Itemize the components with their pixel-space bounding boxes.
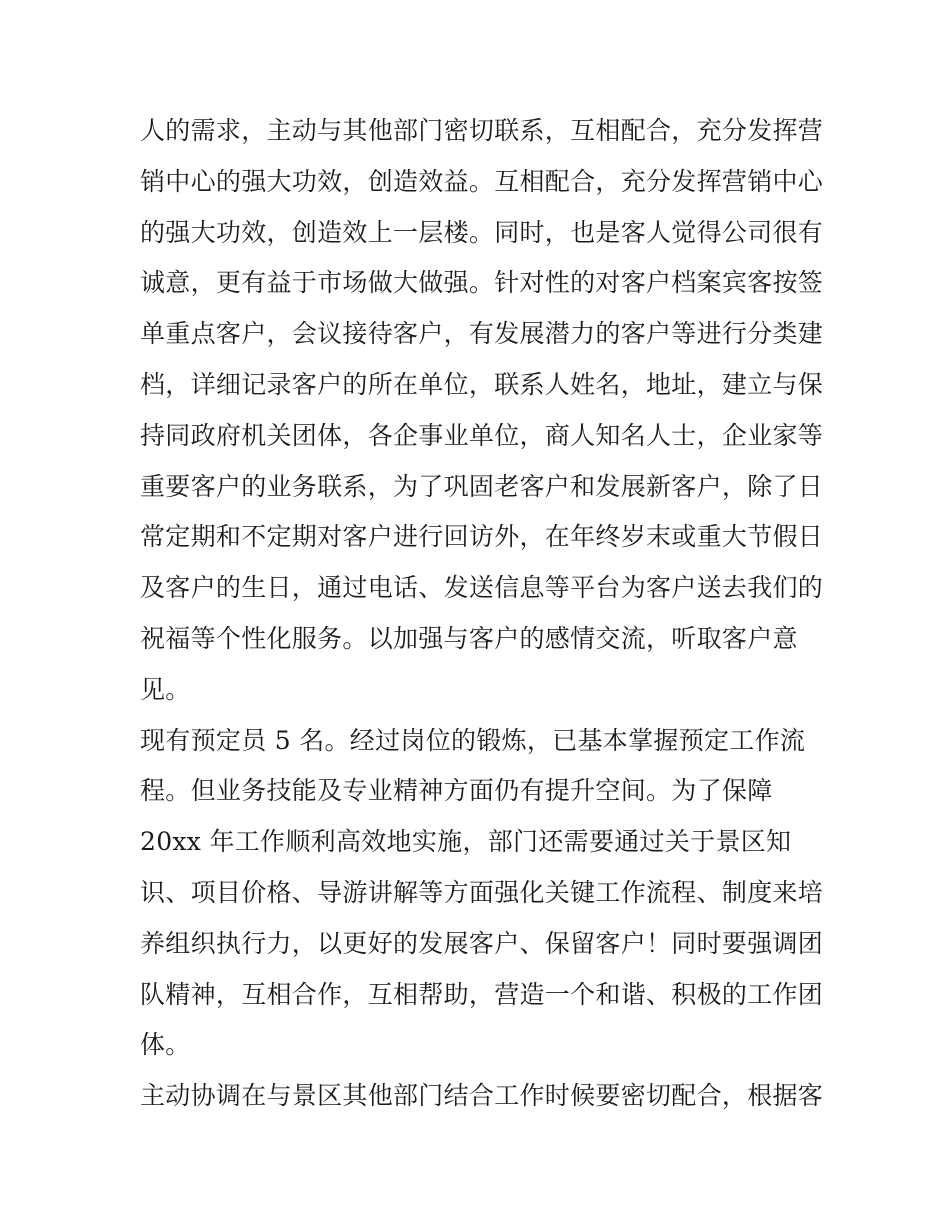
text-line: 的强大功效，创造效上一层楼。同时，也是客人觉得公司很有 — [140, 217, 824, 247]
text-line: 常定期和不定期对客户进行回访外，在年终岁末或重大节假日 — [140, 522, 824, 552]
text-line: 主动协调在与景区其他部门结合工作时候要密切配合，根据客 — [140, 1081, 824, 1111]
text-line: 及客户的生日，通过电话、发送信息等平台为客户送去我们的 — [140, 573, 824, 603]
text-line: 人的需求，主动与其他部门密切联系，互相配合，充分发挥营 — [140, 116, 824, 145]
text-line: 重要客户的业务联系，为了巩固老客户和发展新客户，除了日 — [140, 471, 824, 501]
text-line: 诚意，更有益于市场做大做强。针对性的对客户档案宾客按签 — [140, 268, 824, 298]
text-line: 销中心的强大功效，创造效益。互相配合，充分发挥营销中心 — [140, 166, 824, 196]
text-line: 20xx 年工作顺利高效地实施，部门还需要通过关于景区知 — [140, 827, 792, 857]
text-line: 养组织执行力，以更好的发展客户、保留客户！同时要强调团 — [140, 928, 824, 958]
text-line: 持同政府机关团体，各企事业单位，商人知名人士，企业家等 — [140, 420, 824, 450]
text-line: 见。 — [140, 674, 191, 704]
text-line: 队精神，互相合作，互相帮助，营造一个和谐、积极的工作团 — [140, 979, 824, 1009]
text-line: 程。但业务技能及专业精神方面仍有提升空间。为了保障 — [140, 776, 773, 806]
text-line: 现有预定员 5 名。经过岗位的锻炼，已基本掌握预定工作流 — [140, 725, 806, 755]
text-line: 识、项目价格、导游讲解等方面强化关键工作流程、制度来培 — [140, 877, 824, 907]
body-text — [140, 106, 824, 1122]
text-line: 体。 — [140, 1030, 191, 1060]
text-line: 档，详细记录客户的所在单位，联系人姓名，地址，建立与保 — [140, 369, 824, 399]
text-line: 单重点客户，会议接待客户，有发展潜力的客户等进行分类建 — [140, 319, 824, 349]
text-line: 祝福等个性化服务。以加强与客户的感情交流，听取客户意 — [140, 623, 798, 653]
